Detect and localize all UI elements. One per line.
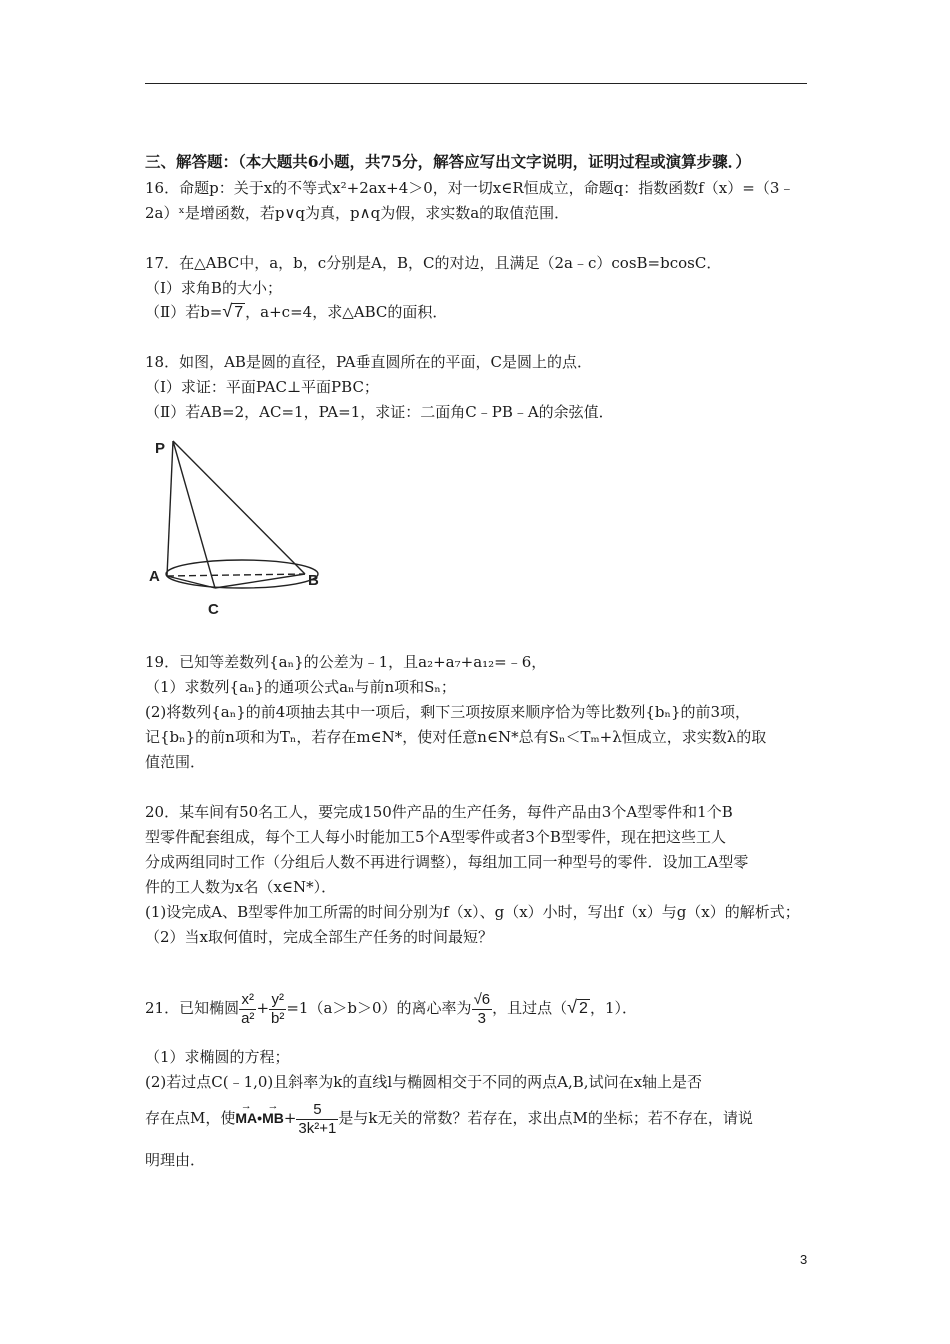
diameter-ab [167,574,305,576]
label-c: C [208,601,219,618]
edge-ac [167,576,215,588]
edge-pa [167,441,173,576]
q21-line2: （1）求椭圆的方程； [145,1048,290,1066]
q19-line4: 记{bₙ}的前n项和为Tₙ，若存在m∈N*，使对任意n∈N*总有Sₙ＜Tₘ+λ恒成立，求实数λ的取 [145,728,767,746]
q21-line4-pre: 存在点M，使 [145,1109,236,1127]
q17-line2: （Ⅰ）求角B的大小； [145,279,282,297]
frac-5-over-3k2plus1: $\frac{5}{\text{3k²+1}}$ [298,1100,337,1137]
q17-line3-pre: （Ⅱ）若b= [145,303,223,321]
q19-line5: 值范围． [145,753,206,771]
q19-line3: (2)将数列{aₙ}的前4项抽去其中一项后，剩下三项按原来顺序恰为等比数列{bₙ}的前3项， [145,703,751,721]
q21-mid: =1（a＞b＞0）的离心率为 [286,999,472,1017]
q18-line3: （Ⅱ）若AB=2，AC=1，PA=1，求证：二面角C﹣PB﹣A的余弦值． [145,403,614,421]
q17-line3-post: ，a+c=4，求△ABC的面积． [245,303,448,321]
q20-line2: 型零件配套组成，每个工人每小时能加工5个A型零件或者3个B型零件，现在把这些工人 [145,828,726,846]
q18-line1: 18．如图，AB是圆的直径，PA垂直圆所在的平面，C是圆上的点． [145,353,592,371]
q20-line1: 20．某车间有50名工人，要完成150件产品的生产任务，每件产品由3个A型零件和1个B [145,803,733,821]
vector-ma: → MA [235,1100,258,1126]
q16-line2: 2a）ˣ是增函数，若p∨q为真，p∧q为假，求实数a的取值范围． [145,204,570,222]
q19-line2: （1）求数列{aₙ}的通项公式aₙ与前n项和Sₙ； [145,678,456,696]
dot-operator: • [257,1110,263,1126]
q21-line5: 明理由． [145,1151,206,1169]
edge-cb [215,574,305,588]
q17-line3 [145,301,447,323]
frac-eccentricity: $\frac{√6}{3}$ [473,990,491,1027]
q20-line5: (1)设完成A、B型零件加工所需的时间分别为f（x）、g（x）小时，写出f（x）与g（x）的解析式； [145,903,800,921]
q17-line1: 17．在△ABC中，a，b，c分别是A，B，C的对边，且满足（2a﹣c）cosB=bcosC． [145,254,722,272]
q20-line6: （2）当x取何值时，完成全部生产任务的时间最短？ [145,928,494,946]
q21-line1: 21．已知椭圆 $\frac{\text{x²}}{\text{a²}}$ + $\frac{\text{y²}}{\text{b²}}$ =1（a＞b＞0）的离心率为 $\frac{√6}{3}$ ，且过点（√ 2 ，1）． [145,990,637,1027]
q21-line4-post: 是与k无关的常数？若存在，求出点M的坐标；若不存在，请说 [338,1109,753,1127]
frac-x2-a2: $\frac{\text{x²}}{\text{a²}}$ [241,990,255,1027]
edge-pb [173,441,305,574]
sqrt-7: √ 7 [222,301,244,321]
q20-line4: 件的工人数为x名（x∈N*）． [145,878,337,896]
q19-line1: 19．已知等差数列{aₙ}的公差为﹣1，且a₂+a₇+a₁₂=﹣6， [145,653,547,671]
plus-operator: + [283,1109,297,1127]
vector-mb: → MB [262,1100,284,1126]
cone-figure [145,437,345,622]
frac-y2-b2: $\frac{\text{y²}}{\text{b²}}$ [271,990,285,1027]
section-heading: 三、解答题：（本大题共6小题，共75分，解答应写出文字说明，证明过程或演算步骤．） [145,152,751,171]
label-p: P [155,440,166,457]
label-b: B [308,572,319,589]
q20-line3: 分成两组同时工作（分组后人数不再进行调整），每组加工同一种型号的零件．设加工A型零 [145,853,749,871]
label-a: A [149,568,160,585]
q18-line2: （Ⅰ）求证：平面PAC⊥平面PBC； [145,378,379,396]
q16-line1: 16．命题p：关于x的不等式x²+2ax+4＞0，对一切x∈R恒成立，命题q：指数函数f（x）=（3﹣ [145,179,795,197]
sqrt-2: √ 2 [567,997,588,1017]
q21-line3: (2)若过点C(﹣1,0)且斜率为k的直线l与椭圆相交于不同的两点A,B,试问在x轴上是否 [145,1073,703,1091]
q21-line4 [145,1096,753,1140]
q21-pre: 21．已知椭圆 [145,999,240,1017]
header-rule [145,83,807,84]
page-number: 3 [800,1252,808,1267]
